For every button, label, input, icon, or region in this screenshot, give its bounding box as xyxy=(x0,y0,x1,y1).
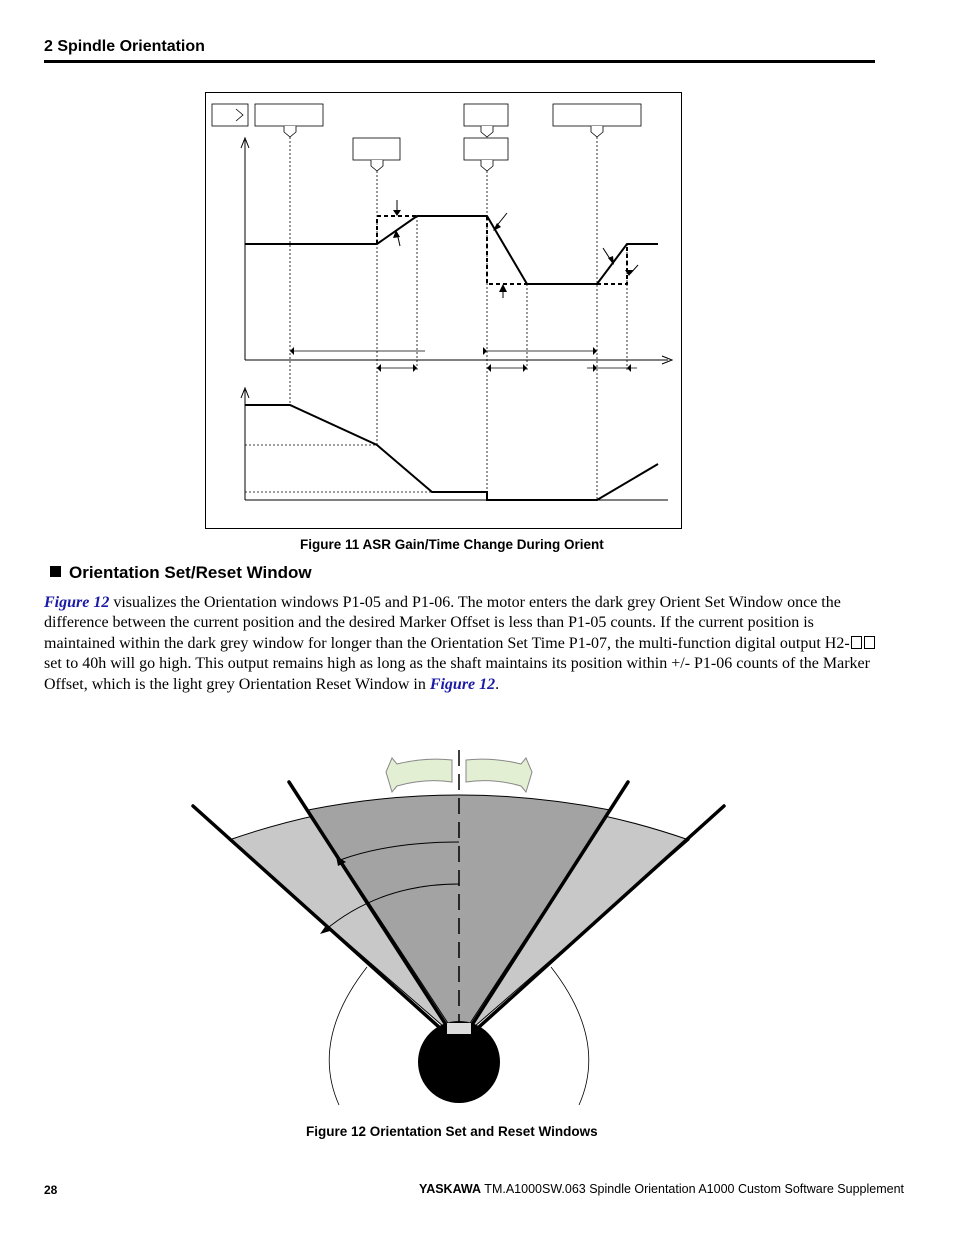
para-text-3: . xyxy=(495,675,500,693)
section-title: 2 Spindle Orientation xyxy=(44,38,205,55)
figure-12-link[interactable]: Figure 12 xyxy=(429,675,496,693)
marker-notch xyxy=(447,1023,471,1034)
para-text-1: visualizes the Orientation windows P1-05 and P1-06. The motor enters the dark grey Orient Set Window once the difference between the current position and the desired Marker Offset is less than P1-05 counts. If the current position is maintained within the dark grey window for longer than the Orientation Set Time P1-07, the multi-function digital output H2- xyxy=(44,594,850,652)
footer-brand: YASKAWA xyxy=(419,1182,482,1196)
footer-doc-title xyxy=(419,1182,904,1196)
para-text-2: set to 40h will go high. This output remains high as long as the shaft maintains its position within +/- P1-06 counts of the Marker Offset, which is the light grey Orientation Reset Window in xyxy=(44,655,870,693)
rotate-cw-arrow-icon xyxy=(466,758,532,792)
figure-12-caption: Figure 12 Orientation Set and Reset Windows xyxy=(306,1124,598,1139)
figure-12-link[interactable]: Figure 12 xyxy=(44,594,110,611)
subsection-title: Orientation Set/Reset Window xyxy=(69,563,312,582)
page-number: 28 xyxy=(44,1183,58,1197)
figure-11-caption: Figure 11 ASR Gain/Time Change During Orient xyxy=(300,537,604,552)
rotate-ccw-arrow-icon xyxy=(386,758,452,792)
footer-title-text: TM.A1000SW.063 Spindle Orientation A1000 Custom Software Supplement xyxy=(481,1182,904,1196)
